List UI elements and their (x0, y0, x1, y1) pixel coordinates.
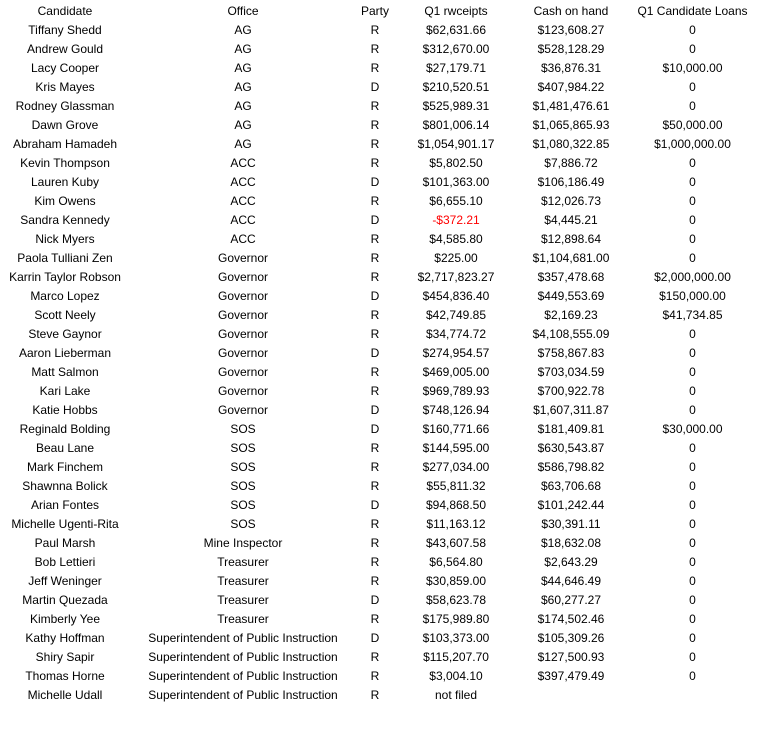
cell-office: Mine Inspector (203, 536, 283, 550)
cell-q1-receipts: $2,717,823.27 (417, 270, 495, 284)
cell-office: SOS (230, 479, 256, 493)
cell-cash-on-hand: $105,309.26 (537, 631, 605, 645)
cell-q1-receipts: not filed (434, 688, 478, 702)
table-row (0, 135, 761, 154)
cell-q1-receipts: $43,607.58 (425, 536, 487, 550)
cell-q1-candidate-loans: 0 (689, 175, 696, 189)
cell-q1-candidate-loans: 0 (689, 42, 696, 56)
table-row (0, 686, 761, 705)
cell-cash-on-hand: $63,706.68 (540, 479, 602, 493)
header-party: Party (360, 4, 389, 18)
cell-cash-on-hand: $60,277.27 (540, 593, 602, 607)
table-row (0, 477, 761, 496)
cell-party: D (370, 213, 380, 227)
cell-q1-receipts: $144,595.00 (422, 441, 490, 455)
cell-q1-candidate-loans: $1,000,000.00 (654, 137, 731, 151)
cell-party: R (370, 156, 380, 170)
cell-candidate: Dawn Grove (31, 118, 99, 132)
cell-cash-on-hand: $2,643.29 (544, 555, 598, 569)
cell-party: R (370, 650, 380, 664)
table-row (0, 401, 761, 420)
cell-q1-receipts: $525,989.31 (422, 99, 490, 113)
table-row (0, 116, 761, 135)
table-row (0, 439, 761, 458)
cell-candidate: Tiffany Shedd (28, 23, 102, 37)
table-row (0, 553, 761, 572)
cell-q1-candidate-loans: 0 (689, 517, 696, 531)
cell-cash-on-hand: $123,608.27 (537, 23, 605, 37)
cell-office: Governor (217, 327, 269, 341)
cell-party: R (370, 669, 380, 683)
cell-q1-candidate-loans: 0 (689, 536, 696, 550)
table-row (0, 306, 761, 325)
cell-cash-on-hand: $758,867.83 (537, 346, 605, 360)
table-row (0, 249, 761, 268)
cell-q1-candidate-loans: 0 (689, 479, 696, 493)
table-row (0, 78, 761, 97)
cell-party: R (370, 194, 380, 208)
cell-q1-candidate-loans: $150,000.00 (659, 289, 726, 303)
header-cash-on-hand: Cash on hand (533, 4, 609, 18)
cell-office: Governor (217, 365, 269, 379)
cell-party: R (370, 460, 380, 474)
cell-candidate: Lauren Kuby (30, 175, 100, 189)
cell-cash-on-hand: $630,543.87 (537, 441, 605, 455)
cell-q1-candidate-loans (624, 686, 761, 705)
cell-q1-receipts: $42,749.85 (425, 308, 487, 322)
cell-office: AG (234, 118, 252, 132)
cell-q1-candidate-loans: 0 (689, 80, 696, 94)
cell-candidate: Beau Lane (35, 441, 95, 455)
cell-candidate: Shawnna Bolick (22, 479, 108, 493)
cell-office: SOS (230, 498, 256, 512)
cell-office: SOS (230, 422, 256, 436)
header-office: Office (227, 4, 259, 18)
cell-candidate: Kevin Thompson (20, 156, 110, 170)
cell-party: R (370, 479, 380, 493)
cell-cash-on-hand: $101,242.44 (537, 498, 605, 512)
cell-party: R (370, 536, 380, 550)
cell-candidate: Sandra Kennedy (20, 213, 110, 227)
cell-office: ACC (230, 213, 256, 227)
table-row (0, 534, 761, 553)
cell-office: ACC (230, 232, 256, 246)
cell-q1-receipts: $4,585.80 (429, 232, 483, 246)
cell-party: R (370, 612, 380, 626)
cell-candidate: Kris Mayes (35, 80, 95, 94)
cell-office: AG (234, 42, 252, 56)
cell-cash-on-hand: $1,607,311.87 (533, 403, 609, 417)
cell-office: SOS (230, 460, 256, 474)
table-row (0, 173, 761, 192)
table-row (0, 648, 761, 667)
cell-q1-candidate-loans: $2,000,000.00 (654, 270, 731, 284)
cell-cash-on-hand: $12,026.73 (540, 194, 602, 208)
cell-candidate: Andrew Gould (26, 42, 104, 56)
cell-q1-receipts: $969,789.93 (422, 384, 490, 398)
cell-cash-on-hand (518, 686, 624, 705)
cell-candidate: Michelle Udall (27, 688, 103, 702)
cell-q1-candidate-loans: 0 (689, 612, 696, 626)
cell-q1-candidate-loans: 0 (689, 365, 696, 379)
table-row (0, 287, 761, 306)
cell-q1-receipts: $34,774.72 (425, 327, 487, 341)
table-row (0, 496, 761, 515)
cell-party: D (370, 80, 380, 94)
cell-party: R (370, 137, 380, 151)
cell-q1-candidate-loans: 0 (689, 650, 696, 664)
table-row (0, 363, 761, 382)
cell-party: R (370, 251, 380, 265)
cell-q1-receipts: $101,363.00 (422, 175, 490, 189)
cell-cash-on-hand: $1,080,322.85 (532, 137, 610, 151)
cell-candidate: Aaron Lieberman (18, 346, 112, 360)
cell-cash-on-hand: $30,391.11 (541, 517, 601, 531)
cell-office: Treasurer (217, 574, 269, 588)
cell-q1-receipts: $6,564.80 (429, 555, 483, 569)
table-row (0, 230, 761, 249)
cell-party: R (370, 365, 380, 379)
cell-candidate: Kari Lake (39, 384, 91, 398)
cell-q1-candidate-loans: 0 (689, 460, 696, 474)
cell-q1-candidate-loans: 0 (689, 99, 696, 113)
cell-candidate: Kathy Hoffman (25, 631, 105, 645)
cell-cash-on-hand: $106,186.49 (537, 175, 605, 189)
table-row (0, 420, 761, 439)
cell-office: Governor (217, 308, 269, 322)
cell-party: R (370, 42, 380, 56)
cell-q1-receipts: $5,802.50 (429, 156, 483, 170)
cell-office: AG (234, 61, 252, 75)
cell-cash-on-hand: $7,886.72 (544, 156, 598, 170)
cell-party: R (370, 441, 380, 455)
cell-q1-candidate-loans: 0 (689, 441, 696, 455)
cell-q1-receipts: $115,207.70 (423, 650, 489, 664)
cell-office: Superintendent of Public Instruction (148, 688, 338, 702)
cell-cash-on-hand: $18,632.08 (540, 536, 602, 550)
cell-q1-receipts: $454,836.40 (422, 289, 490, 303)
cell-q1-receipts: $1,054,901.17 (417, 137, 495, 151)
cell-candidate: Lacy Cooper (30, 61, 100, 75)
cell-q1-receipts: $11,163.12 (426, 517, 486, 531)
header-candidate: Candidate (37, 4, 93, 18)
cell-q1-candidate-loans: 0 (689, 669, 696, 683)
cell-office: Governor (217, 270, 269, 284)
table-row (0, 97, 761, 116)
cell-cash-on-hand: $44,646.49 (540, 574, 602, 588)
table-body (0, 21, 761, 705)
cell-cash-on-hand: $357,478.68 (537, 270, 605, 284)
cell-q1-receipts: $312,670.00 (422, 42, 490, 56)
cell-candidate: Paola Tulliani Zen (17, 251, 113, 265)
cell-cash-on-hand: $4,445.21 (544, 213, 598, 227)
cell-q1-receipts: $3,004.10 (429, 669, 483, 683)
cell-candidate: Paul Marsh (34, 536, 96, 550)
cell-candidate: Matt Salmon (31, 365, 99, 379)
table-row (0, 382, 761, 401)
cell-q1-candidate-loans: 0 (689, 156, 696, 170)
cell-q1-receipts: $103,373.00 (422, 631, 490, 645)
cell-candidate: Arian Fontes (30, 498, 100, 512)
cell-office: SOS (230, 441, 256, 455)
cell-candidate: Kimberly Yee (29, 612, 101, 626)
cell-q1-receipts: $175,989.80 (422, 612, 490, 626)
cell-candidate: Scott Neely (34, 308, 96, 322)
cell-candidate: Marco Lopez (30, 289, 100, 303)
cell-cash-on-hand: $397,479.49 (537, 669, 605, 683)
cell-cash-on-hand: $4,108,555.09 (532, 327, 610, 341)
cell-q1-receipts: $6,655.10 (429, 194, 483, 208)
cell-q1-candidate-loans: 0 (689, 384, 696, 398)
cell-cash-on-hand: $12,898.64 (540, 232, 602, 246)
table-row (0, 610, 761, 629)
cell-q1-candidate-loans: 0 (689, 251, 696, 265)
cell-cash-on-hand: $703,034.59 (537, 365, 605, 379)
cell-party: D (370, 289, 380, 303)
cell-office: Governor (217, 251, 269, 265)
cell-q1-receipts: $801,006.14 (422, 118, 490, 132)
cell-candidate: Jeff Weninger (28, 574, 102, 588)
cell-office: Governor (217, 289, 269, 303)
header-row (0, 2, 761, 21)
cell-party: R (370, 23, 380, 37)
cell-q1-receipts: $30,859.00 (425, 574, 487, 588)
cell-candidate: Thomas Horne (25, 669, 105, 683)
cell-q1-candidate-loans: $50,000.00 (662, 118, 723, 132)
cell-q1-receipts: $58,623.78 (425, 593, 487, 607)
cell-candidate: Shiry Sapir (35, 650, 95, 664)
table-row (0, 515, 761, 534)
cell-q1-receipts: $274,954.57 (422, 346, 490, 360)
table-row (0, 59, 761, 78)
cell-cash-on-hand: $1,104,681.00 (532, 251, 610, 265)
cell-cash-on-hand: $36,876.31 (540, 61, 602, 75)
cell-candidate: Michelle Ugenti-Rita (11, 517, 119, 531)
cell-cash-on-hand: $2,169.23 (544, 308, 598, 322)
table-row (0, 211, 761, 230)
cell-cash-on-hand: $1,481,476.61 (532, 99, 610, 113)
cell-office: AG (234, 23, 252, 37)
cell-office: Superintendent of Public Instruction (148, 650, 338, 664)
cell-cash-on-hand: $181,409.81 (537, 422, 605, 436)
cell-party: R (370, 61, 380, 75)
table-row (0, 268, 761, 287)
cell-q1-candidate-loans: $10,000.00 (662, 61, 723, 75)
cell-office: Superintendent of Public Instruction (148, 669, 338, 683)
cell-party: R (370, 517, 380, 531)
cell-party: D (370, 593, 380, 607)
cell-q1-receipts: $55,811.32 (426, 479, 486, 493)
cell-cash-on-hand: $449,553.69 (537, 289, 605, 303)
cell-q1-receipts: $62,631.66 (425, 23, 487, 37)
table-row (0, 325, 761, 344)
cell-office: Governor (217, 403, 269, 417)
table-row (0, 154, 761, 173)
cell-office: SOS (230, 517, 256, 531)
table-row (0, 572, 761, 591)
cell-cash-on-hand: $174,502.46 (537, 612, 605, 626)
cell-q1-candidate-loans: 0 (689, 631, 696, 645)
cell-q1-receipts: $748,126.94 (422, 403, 490, 417)
finance-table (0, 2, 761, 705)
cell-candidate: Steve Gaynor (28, 327, 102, 341)
cell-office: Treasurer (217, 555, 269, 569)
cell-party: D (370, 403, 380, 417)
cell-q1-candidate-loans: 0 (689, 327, 696, 341)
cell-candidate: Kim Owens (34, 194, 96, 208)
cell-q1-candidate-loans: 0 (689, 346, 696, 360)
cell-q1-candidate-loans: 0 (689, 498, 696, 512)
table-row (0, 591, 761, 610)
cell-q1-candidate-loans: 0 (689, 593, 696, 607)
table-row (0, 40, 761, 59)
cell-q1-candidate-loans: 0 (689, 213, 696, 227)
cell-q1-candidate-loans: 0 (689, 403, 696, 417)
cell-party: R (370, 270, 380, 284)
cell-q1-receipts: $210,520.51 (422, 80, 490, 94)
cell-cash-on-hand: $528,128.29 (537, 42, 605, 56)
cell-party: R (370, 574, 380, 588)
cell-q1-receipts: $94,868.50 (425, 498, 487, 512)
cell-candidate: Bob Lettieri (34, 555, 96, 569)
cell-office: AG (234, 99, 252, 113)
cell-office: AG (234, 80, 252, 94)
cell-q1-candidate-loans: 0 (689, 574, 696, 588)
cell-party: D (370, 631, 380, 645)
cell-party: R (370, 384, 380, 398)
cell-cash-on-hand: $700,922.78 (537, 384, 605, 398)
cell-q1-receipts: -$372.21 (432, 213, 480, 227)
table-row (0, 344, 761, 363)
cell-q1-receipts: $160,771.66 (422, 422, 490, 436)
table-row (0, 667, 761, 686)
cell-q1-candidate-loans: 0 (689, 555, 696, 569)
cell-office: Superintendent of Public Instruction (148, 631, 338, 645)
cell-party: D (370, 346, 380, 360)
cell-party: R (370, 99, 380, 113)
cell-office: Governor (217, 384, 269, 398)
cell-party: R (370, 555, 380, 569)
cell-party: D (370, 498, 380, 512)
table-row (0, 458, 761, 477)
cell-q1-candidate-loans: 0 (689, 232, 696, 246)
cell-q1-receipts: $27,179.71 (425, 61, 487, 75)
cell-candidate: Martin Quezada (22, 593, 108, 607)
cell-q1-candidate-loans: $41,734.85 (662, 308, 723, 322)
cell-party: D (370, 422, 380, 436)
cell-office: Treasurer (217, 612, 269, 626)
cell-cash-on-hand: $1,065,865.93 (532, 118, 610, 132)
header-q1-receipts: Q1 rwceipts (424, 4, 488, 18)
cell-party: R (370, 688, 380, 702)
cell-cash-on-hand: $127,500.93 (537, 650, 605, 664)
cell-party: D (370, 175, 380, 189)
cell-office: Treasurer (217, 593, 269, 607)
cell-q1-candidate-loans: $30,000.00 (662, 422, 723, 436)
cell-party: R (370, 308, 380, 322)
cell-candidate: Abraham Hamadeh (12, 137, 118, 151)
cell-cash-on-hand: $586,798.82 (537, 460, 605, 474)
cell-candidate: Karrin Taylor Robson (9, 270, 121, 284)
table-row (0, 21, 761, 40)
cell-office: ACC (230, 175, 256, 189)
cell-office: ACC (230, 194, 256, 208)
cell-q1-receipts: $277,034.00 (422, 460, 490, 474)
header-q1-candidate-loans: Q1 Candidate Loans (637, 4, 748, 18)
cell-office: AG (234, 137, 252, 151)
cell-office: Governor (217, 346, 269, 360)
table-row (0, 629, 761, 648)
cell-q1-candidate-loans: 0 (689, 194, 696, 208)
cell-cash-on-hand: $407,984.22 (537, 80, 605, 94)
cell-party: R (370, 327, 380, 341)
cell-party: R (370, 232, 380, 246)
cell-q1-receipts: $225.00 (434, 251, 478, 265)
cell-party: R (370, 118, 380, 132)
table-row (0, 192, 761, 211)
cell-q1-candidate-loans: 0 (689, 23, 696, 37)
cell-candidate: Mark Finchem (26, 460, 103, 474)
cell-candidate: Rodney Glassman (15, 99, 115, 113)
cell-candidate: Nick Myers (35, 232, 95, 246)
cell-q1-receipts: $469,005.00 (422, 365, 490, 379)
cell-candidate: Katie Hobbs (32, 403, 98, 417)
cell-office: ACC (230, 156, 256, 170)
cell-candidate: Reginald Bolding (19, 422, 111, 436)
